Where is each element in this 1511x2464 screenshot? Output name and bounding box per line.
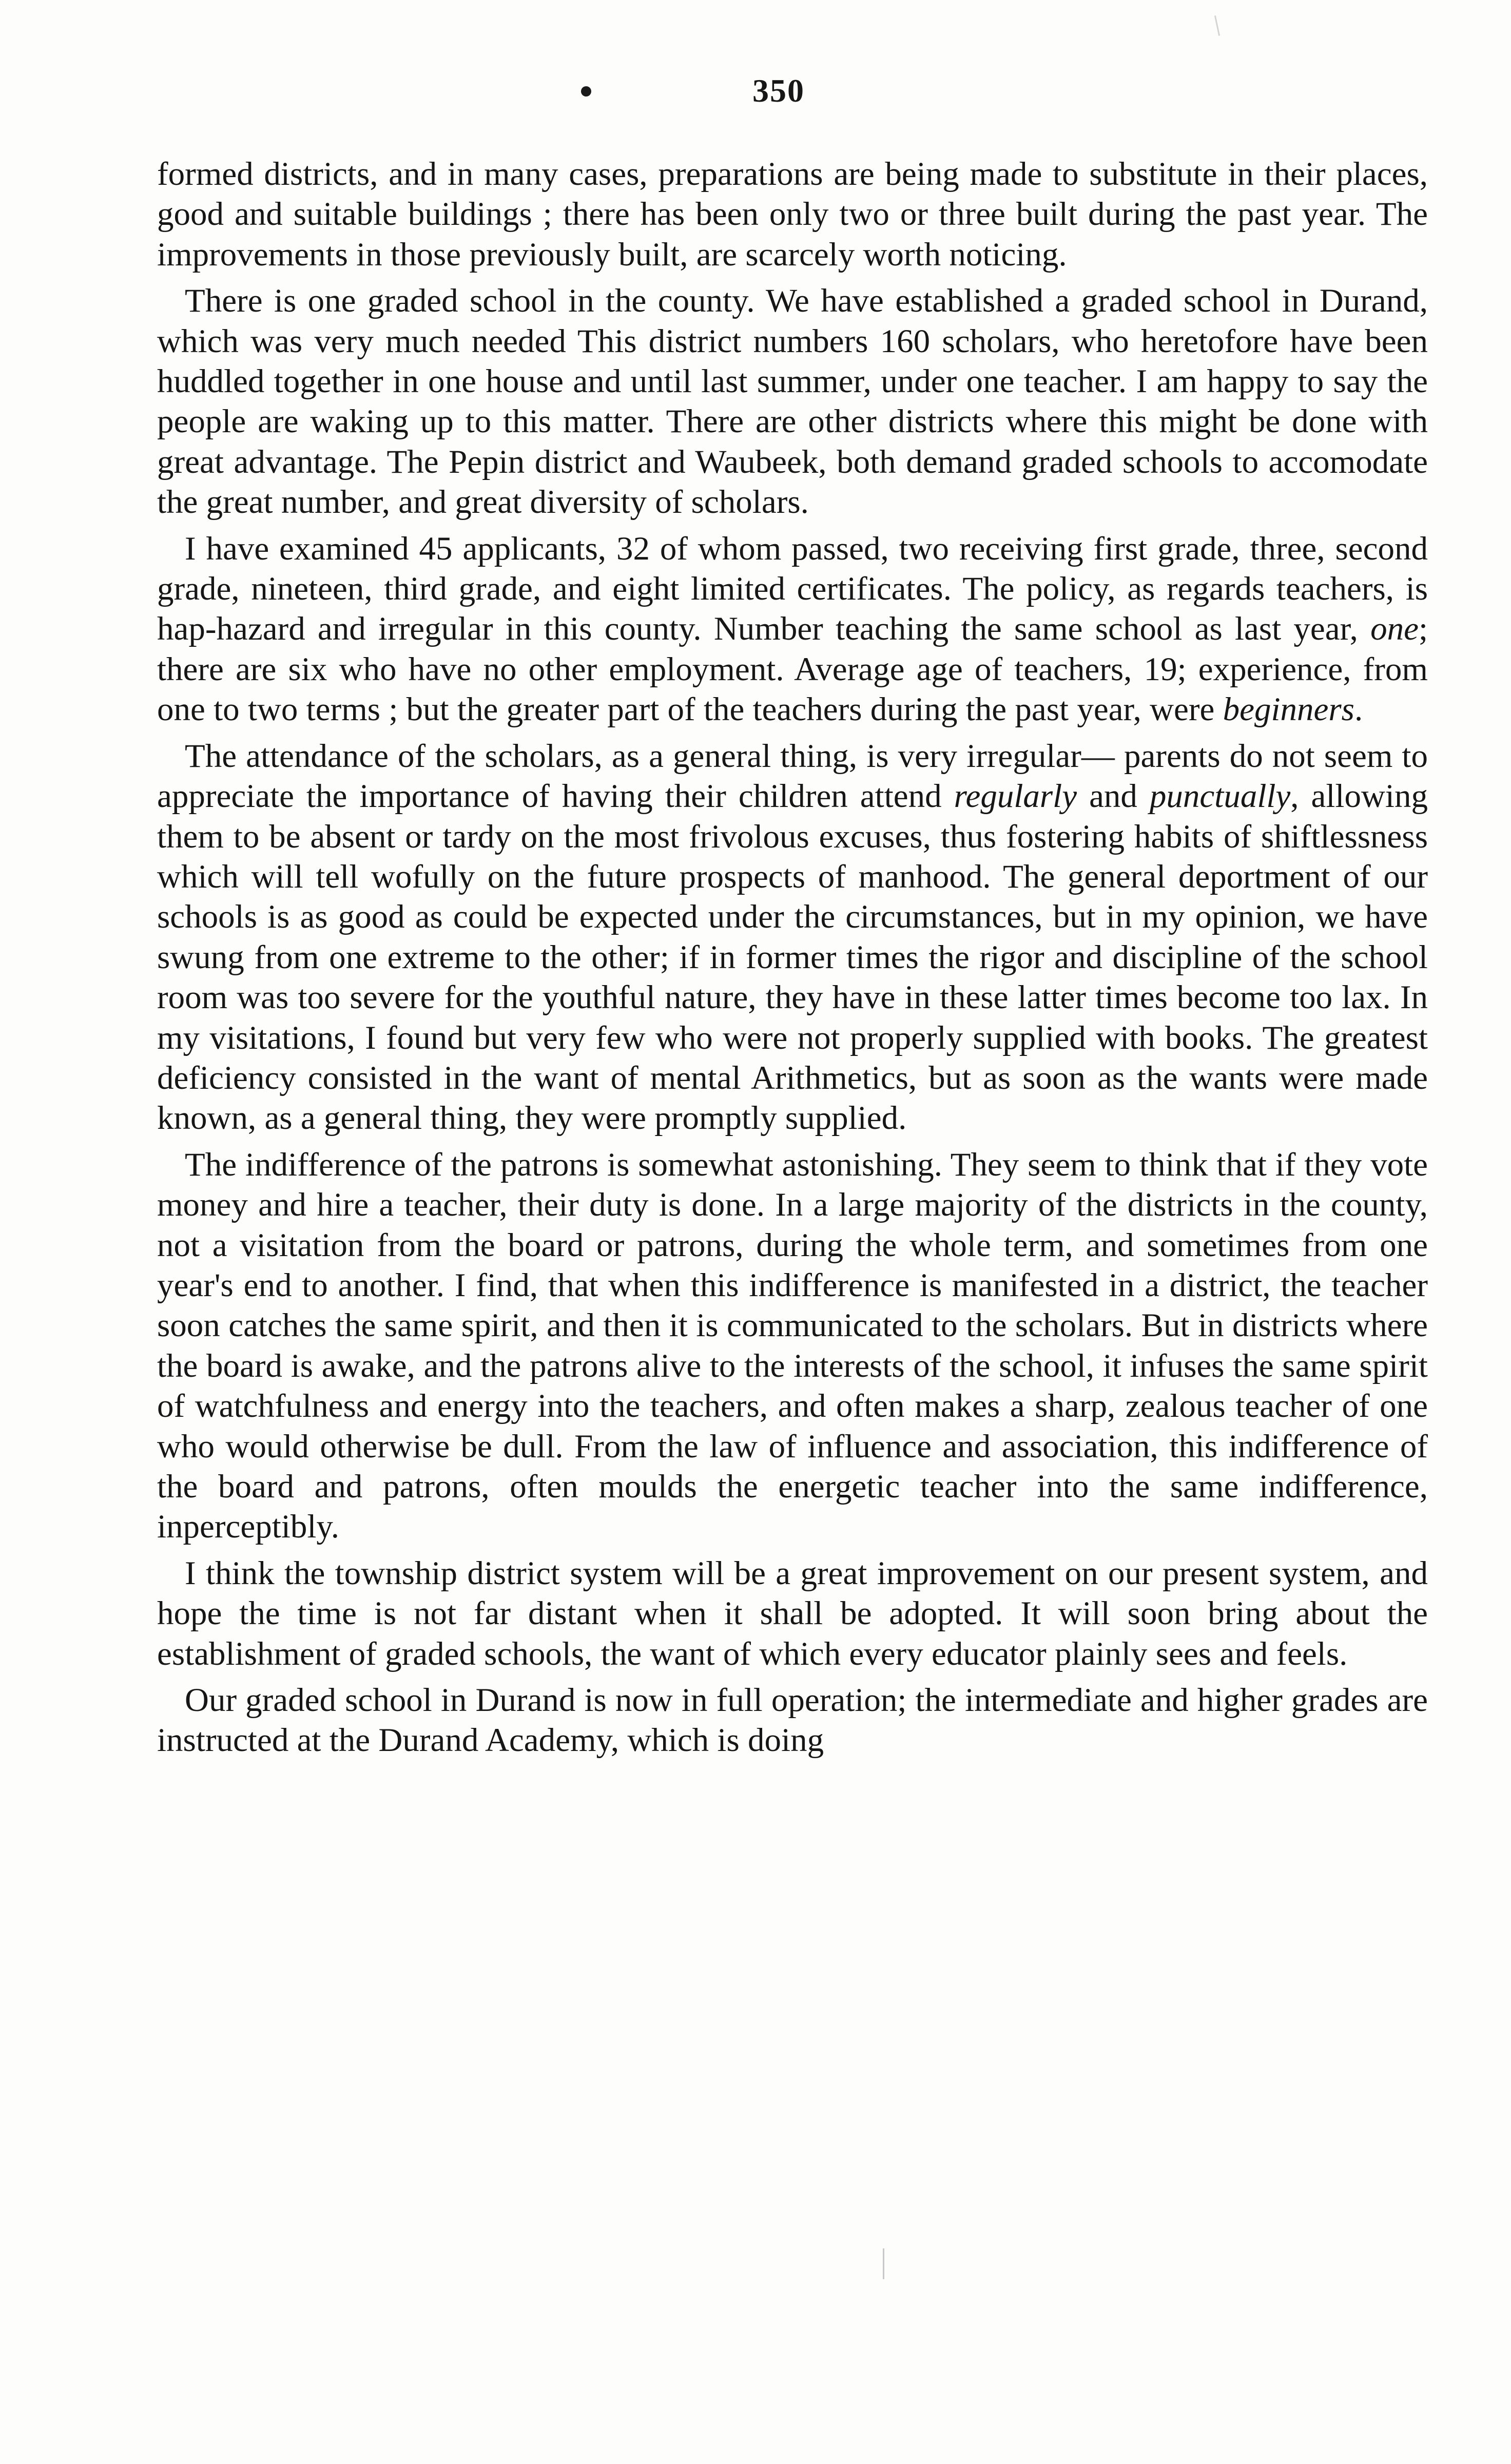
italic-one: one bbox=[1370, 610, 1419, 648]
italic-beginners: beginners bbox=[1223, 691, 1354, 728]
italic-punctually: punctually bbox=[1149, 778, 1291, 815]
paragraph-4-text-b: and bbox=[1077, 778, 1150, 815]
paragraph-3-text-b: ; there are six who have no other employment. Average age of teachers, 19; experience, from one to two terms ; but the greater part of the teachers during the past year, were bbox=[157, 610, 1428, 728]
paragraph-2: There is one graded school in the county. We have established a graded school in Durand, which was very much needed This district numbers 160 scholars, who heretofore have been huddled together in one house and until last summer, under one teacher. I am happy to say the people are waking up to this matter. There are other districts where this might be done with great advantage. The Pepin district and Waubeek, both demand graded schools to accomodate the great number, and great diversity of scholars. bbox=[157, 282, 1428, 521]
paragraph-7: Our graded school in Durand is now in full operation; the intermediate and higher grades are instructed at the Durand Academy, which is doing bbox=[157, 1682, 1428, 1759]
print-blemish-bottom bbox=[883, 2248, 884, 2279]
paragraph-3 bbox=[157, 529, 1428, 730]
paragraph-4-text-c: , allowing them to be absent or tardy on the most frivolous excuses, thus fostering habits of shiftlessness which will tell wofully on the future prospects of manhood. The general deportment of our schools is as good as could be expected under the circumstances, but in my opinion, we have swung from one extreme to the other; if in former times the rigor and discipline of the school room was too severe for the youthful nature, they have in these latter times become too lax. In my visitations, I found but very few who were not properly supplied with books. The greatest deficiency consisted in the want of mental Arithmetics, but as soon as the wants were made known, as a general thing, they were promptly supplied. bbox=[157, 778, 1428, 1137]
paragraph-1: formed districts, and in many cases, preparations are being made to substitute in their places, good and suitable buildings ; there has been only two or three built during the past year. The improvements in those previously built, are scarcely worth noticing. bbox=[157, 156, 1428, 273]
print-blemish bbox=[1214, 15, 1220, 36]
paragraph-5: The indifference of the patrons is somewhat astonishing. They seem to think that if they vote money and hire a teacher, their duty is done. In a large majority of the districts in the county, not a visitation from the board or patrons, during the whole term, and sometimes from one year's end to another. I find, that when this indifference is manifested in a district, the teacher soon catches the same spirit, and then it is communicated to the scholars. But in districts where the board is awake, and the patrons alive to the interests of the school, it infuses the same spirit of watchfulness and energy into the teachers, and often makes a sharp, zealous teacher of one who would otherwise be dull. From the law of influence and association, this indifference of the board and patrons, often moulds the energetic teacher into the same indifference, inperceptibly. bbox=[157, 1146, 1428, 1546]
italic-regularly: regularly bbox=[954, 778, 1077, 815]
paragraph-4-text-a: The attendance of the scholars, as a general thing, is very irregular— parents do not seem to appreciate the importance of having their children attend bbox=[157, 737, 1428, 815]
paragraph-3-text-a: I have examined 45 applicants, 32 of whom passed, two receiving first grade, three, second grade, nineteen, third grade, and eight limited certificates. The policy, as regards teachers, is hap-hazard and irregular in this county. Number teaching the same school as last year, bbox=[157, 530, 1428, 648]
page-number: 350 bbox=[752, 72, 805, 109]
paragraph-6: I think the township district system will be a great improvement on our present system, and hope the time is not far distant when it shall be adopted. It will soon bring about the establishment of graded schools, the want of which every educator plainly sees and feels. bbox=[157, 1554, 1428, 1672]
paragraph-3-text-c: . bbox=[1354, 691, 1363, 728]
body-text bbox=[157, 154, 1428, 1761]
paragraph-4 bbox=[157, 736, 1428, 1139]
